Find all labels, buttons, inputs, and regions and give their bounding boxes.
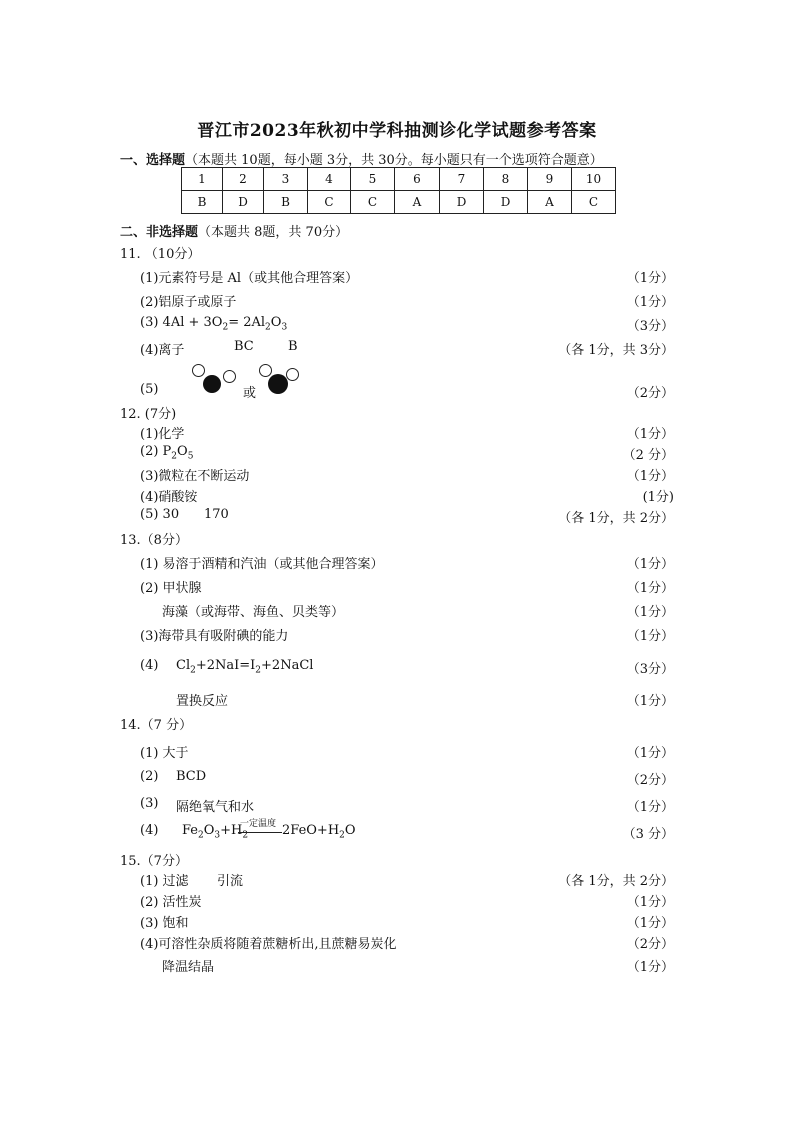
q14-points-4: （3 分） bbox=[622, 827, 674, 842]
oxygen-atom-icon bbox=[192, 364, 205, 377]
q11-line-4: (4)离子 bbox=[140, 343, 185, 358]
q15-points-4: （2分） bbox=[626, 937, 674, 952]
q11-or-text: 或 bbox=[243, 386, 257, 401]
q12-line-5: (5) 30 bbox=[140, 507, 180, 522]
q12-points-1: （1分） bbox=[626, 427, 674, 442]
table-cell: C bbox=[308, 191, 351, 214]
q14-line-1: (1) 大于 bbox=[140, 746, 189, 761]
q13-heading: 13.（8分） bbox=[120, 533, 188, 548]
q11-line-4-answer-b: B bbox=[288, 339, 298, 354]
q14-equation-right: $2FeO+H_2O$ bbox=[282, 823, 356, 841]
table-cell: 3 bbox=[264, 168, 308, 191]
table-cell: C bbox=[572, 191, 616, 214]
q12-line-4: (4)硝酸铵 bbox=[140, 490, 198, 505]
q14-points-2: （2分） bbox=[626, 773, 674, 788]
q12-heading: 12. (7分) bbox=[120, 407, 177, 422]
q15-line-5: 降温结晶 bbox=[162, 960, 215, 975]
q15-line-1: (1) 过滤 bbox=[140, 874, 189, 889]
q15-line-2: (2) 活性炭 bbox=[140, 895, 202, 910]
table-cell: 5 bbox=[351, 168, 395, 191]
q11-points-4: （各 1分，共 3分） bbox=[558, 343, 674, 358]
q13-points-2: （1分） bbox=[626, 581, 674, 596]
q15-line-1-answer: 引流 bbox=[217, 874, 244, 889]
q13-points-1: （1分） bbox=[626, 557, 674, 572]
q13-line-3: (3)海带具有吸附碘的能力 bbox=[140, 629, 289, 644]
q15-points-5: （1分） bbox=[626, 960, 674, 975]
q15-points-1: （各 1分，共 2分） bbox=[558, 874, 674, 889]
q15-heading: 15.（7分） bbox=[120, 854, 188, 869]
q14-points-3: （1分） bbox=[626, 800, 674, 815]
q13-points-4b: （1分） bbox=[626, 694, 674, 709]
q12-line-1: (1)化学 bbox=[140, 427, 185, 442]
section-choice-heading: 一、选择题（本题共 10题，每小题 3分，共 30分。每小题只有一个选项符合题意） bbox=[120, 153, 603, 168]
q12-line-3: (3)微粒在不断运动 bbox=[140, 469, 250, 484]
q11-points-2: （1分） bbox=[626, 295, 674, 310]
table-row-numbers bbox=[182, 168, 616, 191]
q11-line-2: (2)铝原子或原子 bbox=[140, 295, 237, 310]
q12-points-3: （1分） bbox=[626, 469, 674, 484]
q14-line-2-answer: BCD bbox=[176, 769, 207, 784]
table-cell: 1 bbox=[182, 168, 223, 191]
q12-points-2: （2 分） bbox=[622, 448, 674, 463]
answer-table bbox=[181, 167, 616, 214]
q13-points-2b: （1分） bbox=[626, 605, 674, 620]
carbon-atom-icon bbox=[268, 374, 288, 394]
q15-line-3: (3) 饱和 bbox=[140, 916, 189, 931]
table-cell: 2 bbox=[223, 168, 264, 191]
section-nonchoice-heading: 二、非选择题（本题共 8题，共 70分） bbox=[120, 225, 349, 240]
q11-line-5: (5) bbox=[140, 382, 159, 397]
q14-equation-left: $Fe_2O_3+H_2$ bbox=[182, 823, 249, 841]
q13-line-4: (4) bbox=[140, 658, 159, 673]
q13-line-2: (2) 甲状腺 bbox=[140, 581, 202, 596]
table-cell: D bbox=[223, 191, 264, 214]
q11-points-5: （2分） bbox=[626, 386, 674, 401]
q15-points-3: （1分） bbox=[626, 916, 674, 931]
q12-line-5-answer: 170 bbox=[204, 507, 229, 522]
q13-line-2b: 海藻（或海带、海鱼、贝类等） bbox=[162, 605, 345, 620]
table-cell: 10 bbox=[572, 168, 616, 191]
q13-points-4: （3分） bbox=[626, 662, 674, 677]
table-cell: A bbox=[528, 191, 572, 214]
q11-points-1: （1分） bbox=[626, 271, 674, 286]
q14-line-2: (2) bbox=[140, 769, 159, 784]
table-cell: D bbox=[484, 191, 528, 214]
oxygen-atom-icon bbox=[223, 370, 236, 383]
q12-points-4: (1分) bbox=[642, 490, 674, 505]
q14-heading: 14.（7 分） bbox=[120, 718, 193, 733]
table-cell: 7 bbox=[440, 168, 484, 191]
table-cell: B bbox=[182, 191, 223, 214]
q12-line-2: (2) $P_2O_5$ bbox=[140, 444, 194, 462]
table-cell: C bbox=[351, 191, 395, 214]
q15-line-4: (4)可溶性杂质将随着蔗糖析出,且蔗糖易炭化 bbox=[140, 937, 397, 952]
table-cell: B bbox=[264, 191, 308, 214]
table-cell: A bbox=[395, 191, 440, 214]
q11-line-3: (3) $4Al + 3O_2= 2Al_2O_3$ bbox=[140, 315, 288, 333]
q13-equation: $Cl_2+2NaI=I_2+2NaCl$ bbox=[176, 658, 314, 676]
page-title: 晋江市2023年秋初中学科抽测诊化学试题参考答案 bbox=[197, 121, 597, 141]
q13-line-4-reaction-type: 置换反应 bbox=[176, 694, 229, 709]
table-cell: D bbox=[440, 191, 484, 214]
q14-line-3-answer: 隔绝氧气和水 bbox=[176, 800, 255, 815]
q11-points-3: （3分） bbox=[626, 319, 674, 334]
reaction-arrow-line bbox=[238, 832, 282, 833]
table-cell: 6 bbox=[395, 168, 440, 191]
oxygen-atom-icon bbox=[286, 368, 299, 381]
carbon-atom-icon bbox=[203, 375, 221, 393]
q11-heading: 11. （10分） bbox=[120, 247, 201, 262]
q14-points-1: （1分） bbox=[626, 746, 674, 761]
q12-points-5: （各 1分，共 2分） bbox=[558, 511, 674, 526]
table-row-answers bbox=[182, 191, 616, 214]
oxygen-atom-icon bbox=[259, 364, 272, 377]
reaction-condition: 一定温度 bbox=[240, 819, 277, 829]
q14-line-4: (4) bbox=[140, 823, 159, 838]
table-cell: 4 bbox=[308, 168, 351, 191]
q15-points-2: （1分） bbox=[626, 895, 674, 910]
table-cell: 8 bbox=[484, 168, 528, 191]
table-cell: 9 bbox=[528, 168, 572, 191]
q11-line-1: (1)元素符号是 Al（或其他合理答案） bbox=[140, 271, 359, 286]
q13-line-1: (1) 易溶于酒精和汽油（或其他合理答案） bbox=[140, 557, 384, 572]
q14-line-3: (3) bbox=[140, 796, 159, 811]
q13-points-3: （1分） bbox=[626, 629, 674, 644]
q11-line-4-answer-bc: BC bbox=[234, 339, 254, 354]
